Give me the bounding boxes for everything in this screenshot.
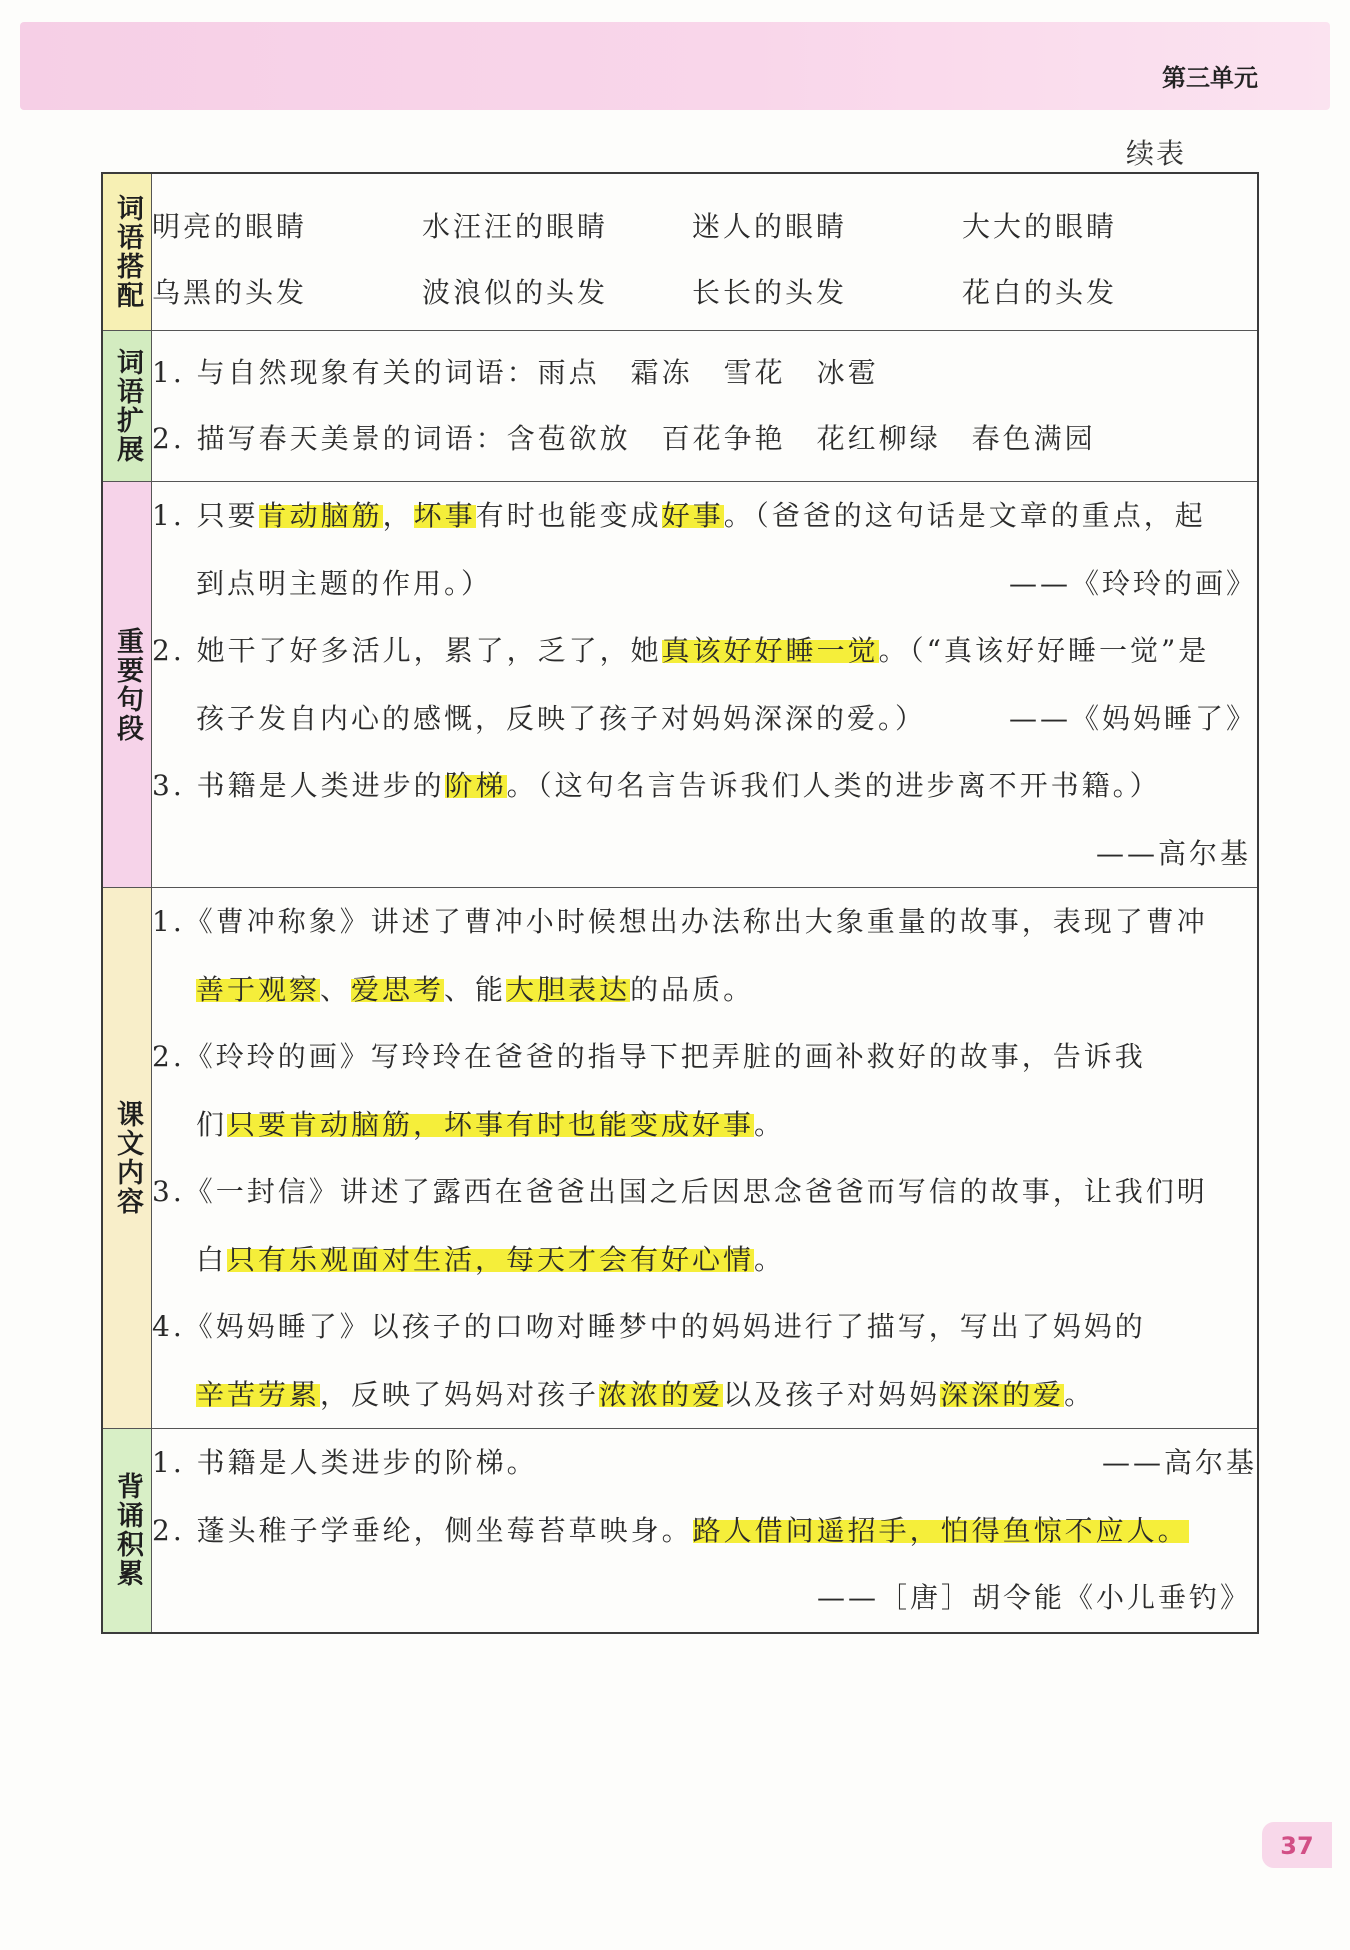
collocation-word: 长长的头发 bbox=[692, 276, 848, 309]
text: 以及孩子对妈妈 bbox=[723, 1377, 941, 1411]
content-line: 2.《玲玲的画》写玲玲在爸爸的指导下把弄脏的画补救好的故事，告诉我 bbox=[152, 1040, 1146, 1073]
text: 2. 蓬头稚子学垂纶，侧坐莓苔草映身。 bbox=[152, 1513, 693, 1547]
expansion-item: 2. 描写春天美景的词语：含苞欲放 百花争艳 花红柳绿 春色满园 bbox=[152, 422, 1096, 455]
highlight: 深深的爱 bbox=[940, 1377, 1065, 1411]
source-attribution: ——《玲玲的画》 bbox=[1008, 566, 1257, 600]
text: 1. 只要 bbox=[152, 499, 259, 532]
recitation-line bbox=[152, 1497, 1257, 1565]
recitation-row bbox=[102, 1429, 1258, 1633]
sentence-line bbox=[152, 550, 1257, 618]
collocation-content bbox=[152, 173, 1259, 331]
highlight: 大胆表达 bbox=[506, 972, 631, 1006]
text: 3. 书籍是人类进步的 bbox=[152, 769, 445, 802]
continued-label: 续表 bbox=[1125, 137, 1186, 170]
expansion-row bbox=[102, 331, 1258, 482]
highlight: 只要肯动脑筋，坏事有时也能变成好事 bbox=[227, 1107, 755, 1141]
expansion-item: 1. 与自然现象有关的词语：雨点 霜冻 雪花 冰雹 bbox=[152, 356, 879, 389]
content-line bbox=[152, 956, 1257, 1024]
page-number: 37 bbox=[1280, 1832, 1314, 1860]
lesson-content-label: 课文内容 bbox=[102, 888, 152, 1429]
collocation-word: 波浪似的头发 bbox=[422, 276, 609, 309]
highlight: 浓浓的爱 bbox=[599, 1377, 724, 1411]
text: 们 bbox=[196, 1107, 228, 1141]
text: 。 bbox=[754, 1107, 786, 1141]
text: 。 bbox=[754, 1242, 786, 1276]
highlight: 阶梯 bbox=[444, 769, 507, 802]
sentence-line bbox=[152, 482, 1257, 550]
collocation-word: 花白的头发 bbox=[962, 276, 1118, 309]
text: 的品质。 bbox=[630, 972, 755, 1006]
text: 。（爸爸的这句话是文章的重点，起 bbox=[723, 499, 1206, 532]
content-line: 3.《一封信》讲述了露西在爸爸出国之后因思念爸爸而写信的故事，让我们明 bbox=[152, 1175, 1208, 1208]
collocation-row bbox=[102, 173, 1258, 331]
highlight: 坏事 bbox=[413, 499, 476, 532]
highlight: 肯动脑筋 bbox=[258, 499, 383, 532]
highlight: 爱思考 bbox=[351, 972, 445, 1006]
summary-table bbox=[101, 172, 1259, 1634]
content-line bbox=[152, 1361, 1257, 1429]
recitation-line bbox=[152, 1429, 1257, 1497]
content-line bbox=[152, 1091, 1257, 1159]
lesson-content-row bbox=[102, 888, 1258, 1429]
collocation-word: 迷人的眼睛 bbox=[692, 210, 848, 243]
source-attribution: ——［唐］胡令能《小儿垂钓》 bbox=[816, 1581, 1251, 1614]
text: 2. 她干了好多活儿，累了，乏了，她 bbox=[152, 634, 662, 667]
content-line bbox=[152, 1226, 1257, 1294]
sentence-line bbox=[152, 752, 1257, 820]
text: 。（这句名言告诉我们人类的进步离不开书籍。） bbox=[506, 769, 1161, 802]
source-attribution: ——高尔基 bbox=[1095, 836, 1251, 870]
collocation-word: 乌黑的头发 bbox=[152, 276, 308, 309]
collocation-line bbox=[152, 260, 1257, 326]
text: ，反映了妈妈对孩子 bbox=[320, 1377, 600, 1411]
text: 。 bbox=[1064, 1377, 1096, 1411]
sentence-line bbox=[152, 685, 1257, 753]
text: ， bbox=[382, 499, 414, 532]
content-line: 1.《曹冲称象》讲述了曹冲小时候想出办法称出大象重量的故事，表现了曹冲 bbox=[152, 905, 1208, 938]
collocation-line bbox=[152, 194, 1257, 260]
lesson-content-content bbox=[152, 888, 1259, 1429]
source-attribution: ——高尔基 bbox=[1101, 1446, 1257, 1479]
text: 1. 书籍是人类进步的阶梯。 bbox=[152, 1446, 538, 1479]
unit-title: 第三单元 bbox=[1162, 64, 1258, 92]
highlight: 真该好好睡一觉 bbox=[661, 634, 879, 667]
collocation-label: 词语搭配 bbox=[102, 173, 152, 331]
expansion-content bbox=[152, 331, 1259, 482]
text: 孩子发自内心的感慨，反映了孩子对妈妈深深的爱。） bbox=[196, 701, 927, 735]
text: 、能 bbox=[444, 972, 507, 1006]
text: 、 bbox=[320, 972, 352, 1006]
highlight: 只有乐观面对生活，每天才会有好心情 bbox=[227, 1242, 755, 1276]
key-sentences-row bbox=[102, 482, 1258, 888]
content-line: 4.《妈妈睡了》以孩子的口吻对睡梦中的妈妈进行了描写，写出了妈妈的 bbox=[152, 1310, 1146, 1343]
header-band bbox=[20, 22, 1330, 110]
expansion-label: 词语扩展 bbox=[102, 331, 152, 482]
collocation-word: 水汪汪的眼睛 bbox=[422, 210, 609, 243]
key-sentences-content bbox=[152, 482, 1259, 888]
source-attribution: ——《妈妈睡了》 bbox=[1008, 701, 1257, 735]
sentence-line bbox=[152, 617, 1257, 685]
highlight: 好事 bbox=[661, 499, 724, 532]
recitation-label: 背诵积累 bbox=[102, 1429, 152, 1633]
highlight: 辛苦劳累 bbox=[196, 1377, 321, 1411]
collocation-word: 明亮的眼睛 bbox=[152, 210, 308, 243]
recitation-content bbox=[152, 1429, 1259, 1633]
text: 。（“真该好好睡一觉”是 bbox=[878, 634, 1210, 667]
key-sentences-label: 重要句段 bbox=[102, 482, 152, 888]
text: 到点明主题的作用。） bbox=[196, 566, 493, 600]
text: 有时也能变成 bbox=[475, 499, 662, 532]
collocation-word: 大大的眼睛 bbox=[962, 210, 1118, 243]
text: 白 bbox=[196, 1242, 228, 1276]
highlight: 路人借问遥招手，怕得鱼惊不应人。 bbox=[692, 1513, 1189, 1547]
highlight: 善于观察 bbox=[196, 972, 321, 1006]
